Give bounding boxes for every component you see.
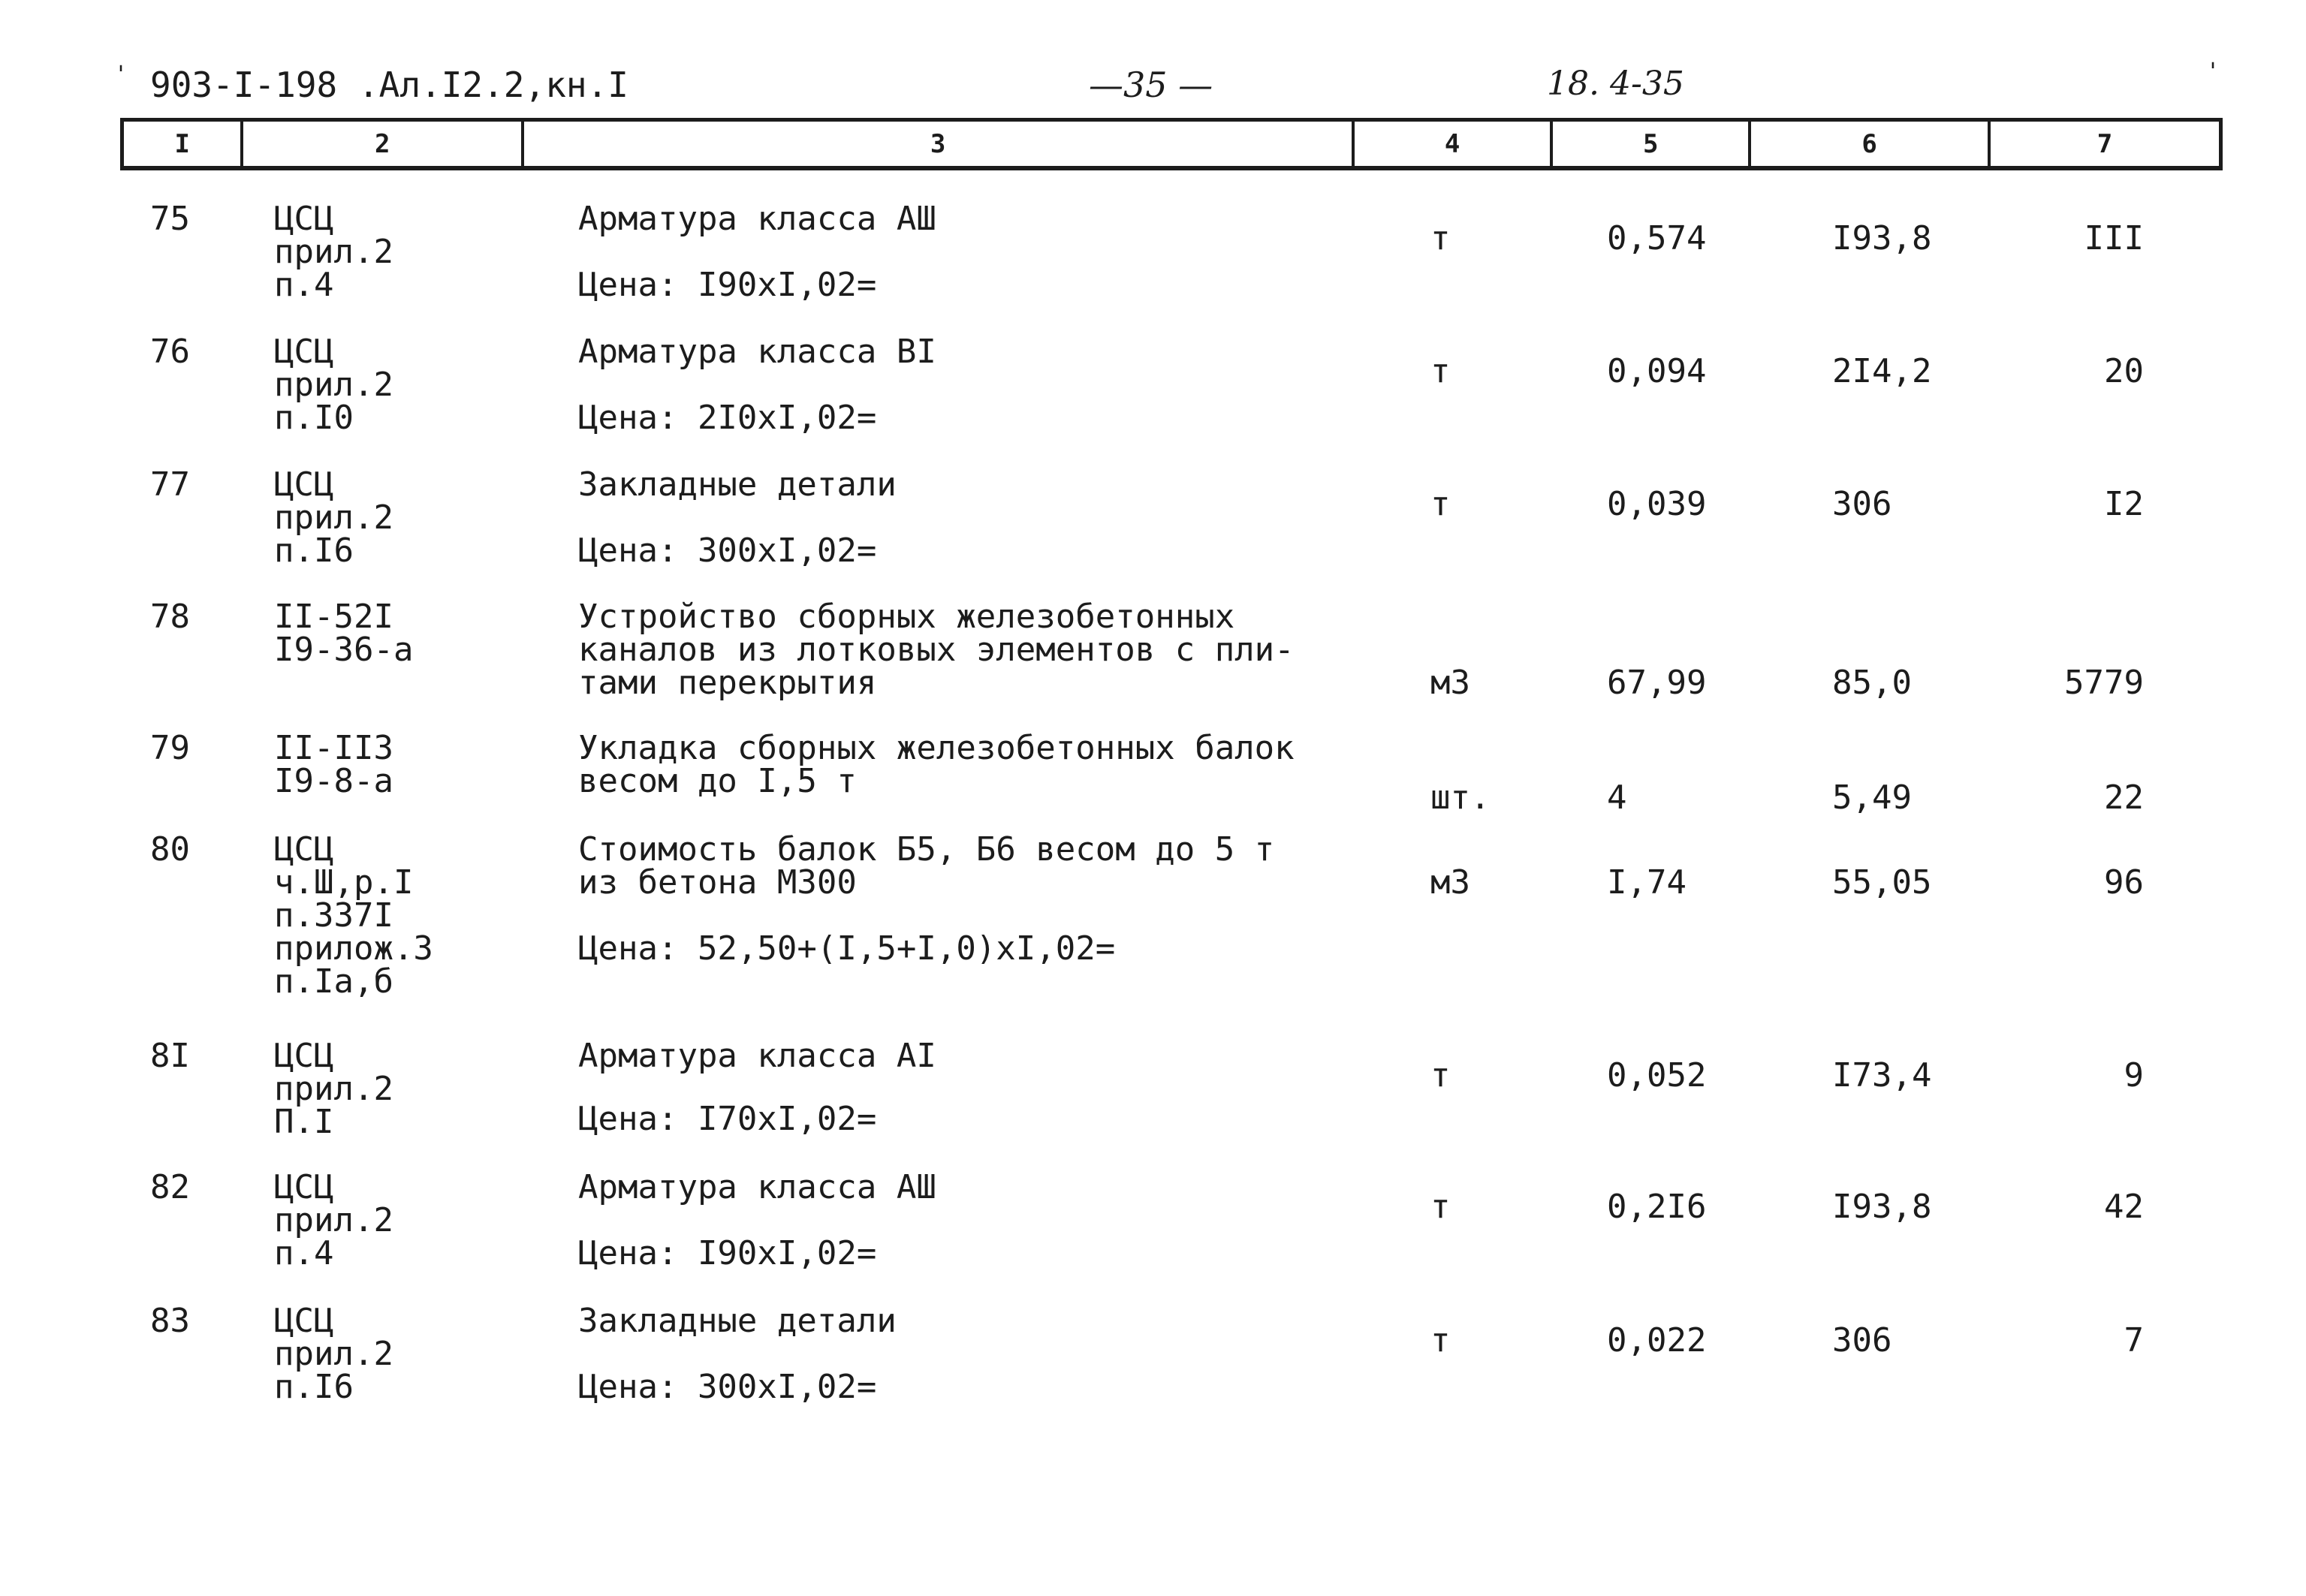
handwritten-reference: 18. 4-35 [1547,65,1684,103]
column-header-3: 3 [524,122,1355,166]
row-quantity: 0,2I6 [1607,1188,1707,1226]
row-price-formula: Цена: 300xI,02= [578,531,877,570]
row-quantity: 67,99 [1607,664,1707,702]
row-reference: II-II3 I9-8-а [274,729,393,800]
row-number: 83 [150,1302,190,1340]
row-number: 75 [150,200,190,238]
row-unit: м3 [1430,863,1470,902]
row-unit-price: 2I4,2 [1832,352,1932,390]
row-total: 5779 [2064,664,2144,702]
row-reference: II-52I I9-36-а [274,598,414,669]
margin-tick-mark: ' [114,62,128,88]
page-number: —35 — [1089,65,1213,105]
row-total: 20 [2104,352,2144,390]
row-price-formula: Цена: 300xI,02= [578,1368,877,1406]
row-description: Устройство сборных железобетонных каналов из лотковых элементов с пли- тами перекрытия [578,598,1295,702]
row-unit: шт. [1430,778,1491,817]
row-unit: т [1430,1056,1451,1095]
row-total: 9 [2124,1056,2144,1095]
row-quantity: I,74 [1607,863,1687,902]
row-total: III [2084,219,2144,257]
row-quantity: 0,574 [1607,219,1707,257]
row-quantity: 0,094 [1607,352,1707,390]
row-description: Арматура класса АI [578,1037,936,1075]
row-price-formula: Цена: 52,50+(I,5+I,0)xI,02= [578,929,1116,968]
row-total: 96 [2104,863,2144,902]
row-total: 22 [2104,778,2144,817]
row-number: 78 [150,598,190,636]
column-header-2: 2 [243,122,524,166]
row-unit: т [1430,1321,1451,1360]
row-description: Арматура класса ВI [578,333,936,371]
row-unit-price: I93,8 [1832,1188,1932,1226]
margin-tick-mark: ' [2206,59,2220,85]
document-code: 903-I-198 .Ал.I2.2,кн.I [150,65,628,105]
row-unit-price: 306 [1832,1321,1892,1360]
row-quantity: 0,039 [1607,485,1707,523]
row-unit-price: 85,0 [1832,664,1912,702]
row-reference: ЦСЦ прил.2 п.I6 [274,1302,393,1406]
row-quantity: 4 [1607,778,1627,817]
row-unit-price: I93,8 [1832,219,1932,257]
row-description: Стоимость балок Б5, Б6 весом до 5 т из бетона М300 [578,830,1275,902]
row-unit: т [1430,219,1451,257]
row-unit: м3 [1430,664,1470,702]
row-reference: ЦСЦ прил.2 п.4 [274,200,393,304]
row-number: 79 [150,729,190,767]
row-unit-price: I73,4 [1832,1056,1932,1095]
row-description: Укладка сборных железобетонных балок весом до I,5 т [578,729,1295,800]
row-description: Арматура класса АШ [578,200,936,238]
row-quantity: 0,052 [1607,1056,1707,1095]
row-price-formula: Цена: I90xI,02= [578,1234,877,1272]
row-unit: т [1430,352,1451,390]
row-reference: ЦСЦ ч.Ш,р.I п.337I прилож.3 п.Iа,б [274,830,433,1001]
row-price-formula: Цена: I70xI,02= [578,1100,877,1138]
row-price-formula: Цена: I90xI,02= [578,266,877,304]
row-unit-price: 306 [1832,485,1892,523]
row-number: 77 [150,465,190,504]
column-header-5: 5 [1553,122,1751,166]
row-total: 7 [2124,1321,2144,1360]
row-unit-price: 55,05 [1832,863,1932,902]
row-number: 8I [150,1037,190,1075]
row-number: 76 [150,333,190,371]
row-reference: ЦСЦ прил.2 п.I0 [274,333,393,437]
row-number: 82 [150,1168,190,1206]
row-total: 42 [2104,1188,2144,1226]
column-header-7: 7 [2097,128,2113,159]
row-reference: ЦСЦ прил.2 п.4 [274,1168,393,1272]
row-total: I2 [2104,485,2144,523]
row-reference: ЦСЦ прил.2 п.I6 [274,465,393,570]
row-description: Арматура класса АШ [578,1168,936,1206]
column-header-1: I [124,122,243,166]
row-unit: т [1430,485,1451,523]
row-price-formula: Цена: 2I0xI,02= [578,399,877,437]
row-unit-price: 5,49 [1832,778,1912,817]
row-description: Закладные детали [578,465,897,504]
row-unit: т [1430,1188,1451,1226]
row-quantity: 0,022 [1607,1321,1707,1360]
column-header-6: 6 [1751,122,1991,166]
row-description: Закладные детали [578,1302,897,1340]
row-reference: ЦСЦ прил.2 П.I [274,1037,393,1141]
column-header-4: 4 [1355,122,1553,166]
row-number: 80 [150,830,190,869]
